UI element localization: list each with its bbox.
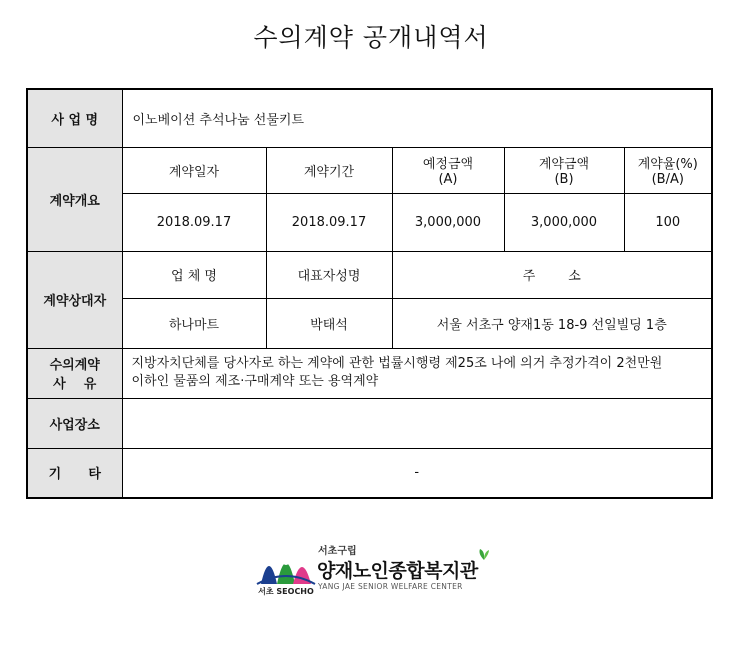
overview-header-row [27, 147, 712, 193]
header-contract-date: 계약일자 [122, 147, 266, 193]
logo-name: 양재노인종합복지관 [317, 560, 478, 582]
header-contract-rate: 계약율(%) (B/A) [624, 147, 712, 193]
project-name: 이노베이션 추석나눔 선물키트 [122, 89, 712, 147]
header-address: 주 소 [392, 251, 712, 298]
place-value [122, 398, 712, 448]
overview-label: 계약개요 [27, 147, 122, 251]
project-label: 사 업 명 [27, 89, 122, 147]
representative-name: 박태석 [266, 298, 392, 348]
header-contract-amount: 계약금액 (B) [504, 147, 624, 193]
contract-amount: 3,000,000 [504, 193, 624, 251]
header-contract-period: 계약기간 [266, 147, 392, 193]
contract-table [26, 88, 713, 499]
estimated-amount: 3,000,000 [392, 193, 504, 251]
counterparty-label: 계약상대자 [27, 251, 122, 348]
header-company-name: 업 체 명 [122, 251, 266, 298]
header-estimated-amount: 예정금액 (A) [392, 147, 504, 193]
reason-label: 수의계약 사 유 [27, 348, 122, 398]
project-row [27, 89, 712, 147]
overview-value-row [27, 193, 712, 251]
etc-value: - [122, 448, 712, 498]
contract-date: 2018.09.17 [122, 193, 266, 251]
place-row [27, 398, 712, 448]
page-title: 수의계약 공개내역서 [253, 23, 489, 52]
etc-label: 기 타 [27, 448, 122, 498]
logo-district: 서초구립 [318, 546, 357, 557]
place-label: 사업장소 [27, 398, 122, 448]
contract-rate: 100 [624, 193, 712, 251]
leaf-icon [477, 548, 491, 560]
counterparty-value-row [27, 298, 712, 348]
organization-logo [255, 540, 495, 600]
reason-text: 지방자치단체를 당사자로 하는 계약에 관한 법률시행령 제25조 나에 의거 추정가격이 2천만원 이하인 물품의 제조·구매계약 또는 용역계약 [122, 348, 712, 398]
company-name: 하나마트 [122, 298, 266, 348]
reason-row [27, 348, 712, 398]
company-address: 서울 서초구 양재1동 18-9 선일빌딩 1층 [392, 298, 712, 348]
counterparty-header-row [27, 251, 712, 298]
logo-emblem-icon [255, 540, 317, 586]
logo-english-name: YANG JAE SENIOR WELFARE CENTER [318, 582, 463, 591]
logo-seocho: 서초 SEOCHO [258, 587, 314, 596]
contract-period: 2018.09.17 [266, 193, 392, 251]
etc-row [27, 448, 712, 498]
header-representative: 대표자성명 [266, 251, 392, 298]
